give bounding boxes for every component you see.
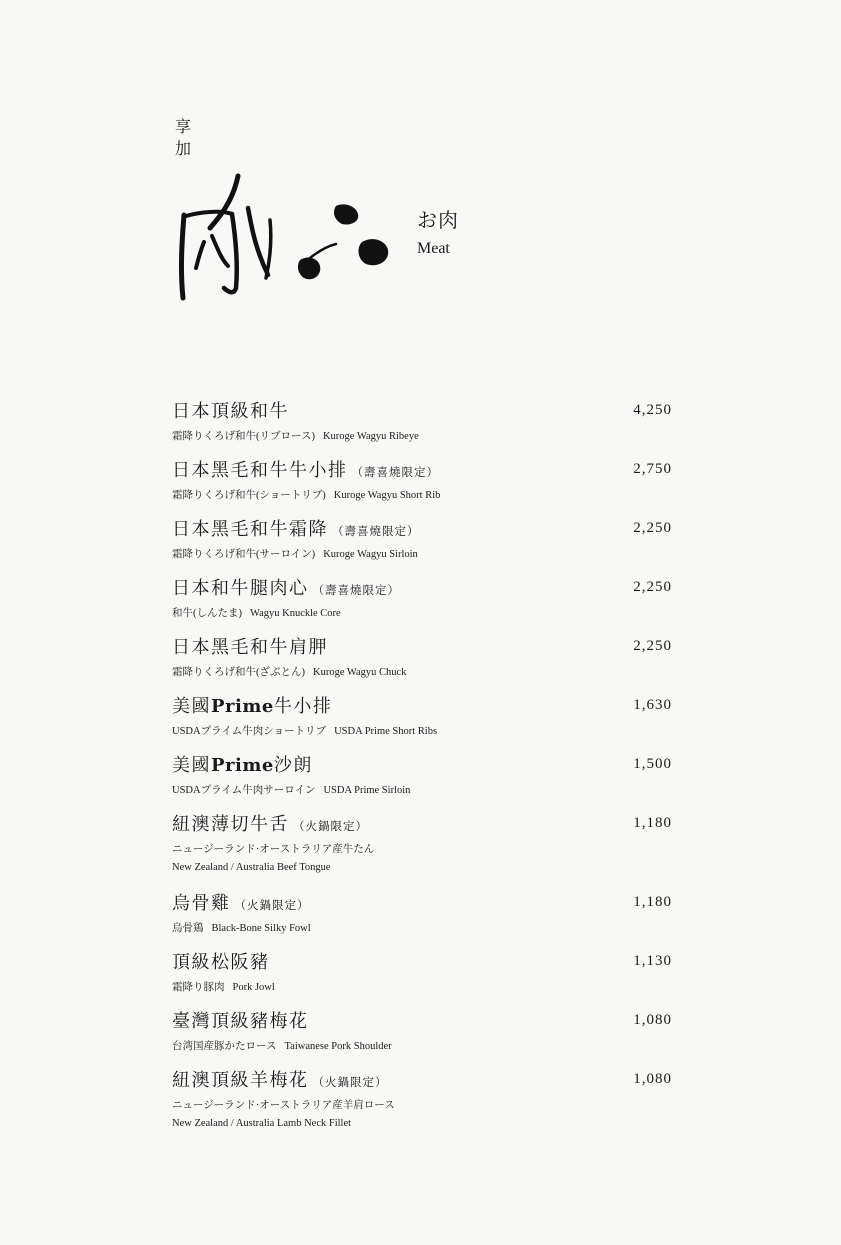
item-sub-ja: ニュージーランド·オーストラリア産羊肩ロース <box>172 1100 395 1111</box>
menu-item <box>172 1069 672 1148</box>
item-subtitle <box>172 1038 672 1056</box>
item-name-rest: 沙朗 <box>273 755 313 776</box>
item-sub-ja: USDAプライム牛肉ショートリブ <box>172 726 327 737</box>
item-sub-en: Kuroge Wagyu Sirloin <box>323 549 418 560</box>
item-price: 1,630 <box>633 697 672 713</box>
item-price: 1,080 <box>633 1012 672 1028</box>
meat-calligraphy-logo <box>170 170 395 305</box>
menu-item <box>172 1010 672 1069</box>
item-sub-ja: 霜降りくろげ和牛(ショートリブ) <box>172 490 326 501</box>
item-name-text: 日本黑毛和牛霜降 <box>172 519 328 540</box>
item-name-text: 日本和牛腿肉心 <box>172 578 309 599</box>
item-name <box>172 577 672 602</box>
item-sub-ja: 霜降りくろげ和牛(リブロース) <box>172 431 315 442</box>
item-price: 1,180 <box>633 815 672 831</box>
item-name <box>172 892 672 917</box>
item-sub-ja: 霜降り豚肉 <box>172 982 225 993</box>
item-name-text: 烏骨雞 <box>172 893 231 914</box>
item-note: （火鍋限定） <box>293 819 368 833</box>
item-subtitle <box>172 605 672 623</box>
item-sub-en: Black-Bone Silky Fowl <box>211 923 311 934</box>
item-name-text: 頂級松阪豬 <box>172 952 270 973</box>
menu-item <box>172 892 672 951</box>
item-name-text: 美國 <box>172 755 211 776</box>
item-price: 1,500 <box>633 756 672 772</box>
item-subtitle <box>172 487 672 505</box>
item-note: （火鍋限定） <box>312 1075 388 1089</box>
section-title-ja: お肉 <box>417 208 459 232</box>
item-name <box>172 695 672 720</box>
item-note: （壽喜燒限定） <box>351 465 439 479</box>
item-name <box>172 1010 672 1035</box>
item-name-text: 紐澳薄切牛舌 <box>172 814 289 835</box>
menu-item <box>172 400 672 459</box>
item-price: 1,130 <box>633 953 672 969</box>
item-subtitle <box>172 1097 672 1115</box>
item-price: 1,180 <box>633 894 672 910</box>
item-name <box>172 951 672 976</box>
section-title-en: Meat <box>417 240 450 257</box>
brand-char-2: 加 <box>175 139 193 158</box>
item-subtitle <box>172 428 672 446</box>
menu-item <box>172 636 672 695</box>
item-subtitle <box>172 841 672 859</box>
item-name-text: 日本黑毛和牛肩胛 <box>172 637 328 658</box>
item-sub-ja: 霜降りくろげ和牛(ざぶとん) <box>172 667 305 678</box>
item-subtitle <box>172 782 672 800</box>
item-sub-en: Kuroge Wagyu Ribeye <box>322 431 419 442</box>
item-note: （壽喜燒限定） <box>332 524 420 538</box>
item-name-latin: Prime <box>211 696 274 717</box>
item-name <box>172 400 672 425</box>
item-sub-ja: USDAプライム牛肉サーロイン <box>172 785 316 796</box>
item-name-text: 紐澳頂級羊梅花 <box>172 1070 309 1091</box>
menu-item <box>172 813 672 892</box>
menu-item <box>172 695 672 754</box>
item-name <box>172 518 672 543</box>
item-sub-en: USDA Prime Short Ribs <box>334 726 438 737</box>
item-price: 4,250 <box>633 402 672 418</box>
item-price: 2,250 <box>633 579 672 595</box>
item-price: 2,250 <box>633 520 672 536</box>
item-name-latin: Prime <box>211 755 274 776</box>
item-price: 2,750 <box>633 461 672 477</box>
item-name <box>172 459 672 484</box>
brand-mark <box>175 116 195 160</box>
item-subtitle-en: New Zealand / Australia Lamb Neck Fillet <box>172 1118 352 1129</box>
menu-item <box>172 518 672 577</box>
item-sub-en: USDA Prime Sirloin <box>323 785 411 796</box>
brand-char-1: 享 <box>175 117 193 136</box>
menu-item <box>172 951 672 1010</box>
item-name <box>172 1069 672 1094</box>
item-name <box>172 754 672 779</box>
item-sub-en: Kuroge Wagyu Short Rib <box>333 490 441 501</box>
item-sub-en: Kuroge Wagyu Chuck <box>313 667 407 678</box>
item-sub-en: Wagyu Knuckle Core <box>250 608 341 619</box>
menu-list <box>172 400 672 1148</box>
item-subtitle <box>172 979 672 997</box>
item-name <box>172 636 672 661</box>
item-note: （壽喜燒限定） <box>312 583 400 597</box>
item-sub-en: Taiwanese Pork Shoulder <box>284 1041 392 1052</box>
item-subtitle <box>172 546 672 564</box>
item-name-rest: 牛小排 <box>273 696 333 717</box>
item-price: 2,250 <box>633 638 672 654</box>
menu-item <box>172 459 672 518</box>
item-subtitle <box>172 664 672 682</box>
menu-item <box>172 577 672 636</box>
item-sub-ja: 和牛(しんたま) <box>172 608 242 619</box>
item-name-text: 日本黑毛和牛牛小排 <box>172 460 348 481</box>
item-name <box>172 813 672 838</box>
item-sub-ja: ニュージーランド·オーストラリア産牛たん <box>172 844 375 855</box>
item-subtitle <box>172 723 672 741</box>
item-subtitle-en: New Zealand / Australia Beef Tongue <box>172 862 331 873</box>
item-sub-ja: 烏骨鶏 <box>172 923 204 934</box>
item-sub-ja: 霜降りくろげ和牛(サーロイン) <box>172 549 316 560</box>
item-note: （火鍋限定） <box>234 898 310 912</box>
item-sub-en: Pork Jowl <box>232 982 275 993</box>
item-sub-ja: 台湾国産豚かたロース <box>172 1041 277 1052</box>
item-subtitle <box>172 920 672 938</box>
item-price: 1,080 <box>633 1071 672 1087</box>
item-name-text: 日本頂級和牛 <box>172 401 289 422</box>
item-name-text: 美國 <box>172 696 211 717</box>
item-name-text: 臺灣頂級豬梅花 <box>172 1011 309 1032</box>
menu-item <box>172 754 672 813</box>
